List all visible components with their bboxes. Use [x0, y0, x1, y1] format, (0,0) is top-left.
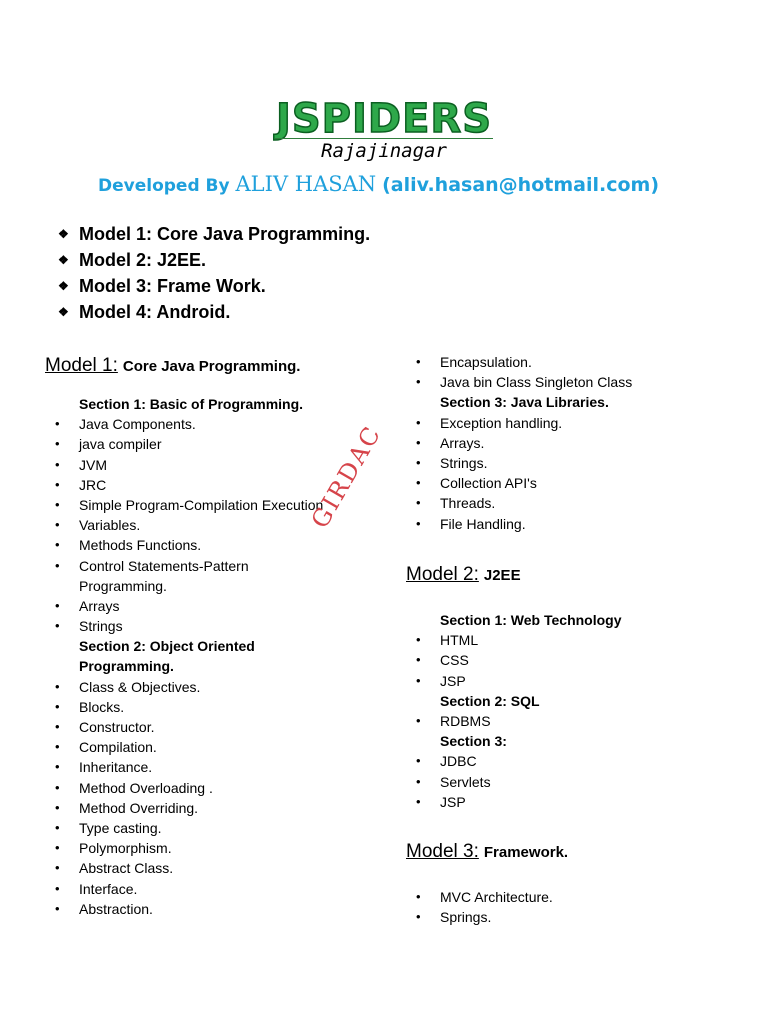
bullet-icon: •: [55, 880, 60, 896]
bullet-icon: •: [55, 618, 60, 634]
bullet-icon: •: [55, 557, 60, 573]
model2-label: Model 2:: [406, 564, 479, 585]
list-item-text: Constructor.: [79, 719, 155, 735]
list-item-text: Strings: [79, 618, 123, 635]
list-item-text: File Handling.: [440, 515, 526, 532]
overview-item: [58, 224, 370, 250]
list-item-text: Abstract Class.: [79, 860, 174, 877]
list-item-text: Control Statements-Pattern: [79, 557, 249, 574]
list-item: [55, 778, 375, 798]
bullet-icon: •: [55, 537, 60, 553]
bullet-icon: •: [416, 773, 421, 789]
list-item-text: RDBMS: [440, 712, 491, 729]
list-item-text: CSS: [440, 652, 469, 669]
subtitle: Rajajinagar: [321, 140, 447, 162]
section-heading: [55, 636, 375, 656]
models-overview-list: [58, 224, 370, 328]
list-item: [55, 838, 375, 858]
overview-item: [58, 302, 370, 328]
list-item-text: Servlets: [440, 773, 491, 790]
bullet-icon: •: [55, 678, 60, 694]
model3-title: Framework.: [483, 844, 569, 861]
bullet-icon: •: [55, 517, 60, 533]
list-item: [416, 352, 746, 372]
overview-item-label: Model 4: Android.: [79, 302, 231, 322]
diamond-bullet-icon: ❖: [58, 253, 69, 267]
list-item: [55, 879, 375, 899]
bullet-icon: •: [55, 819, 60, 835]
list-item: [55, 757, 375, 777]
list-item: [416, 792, 746, 812]
list-item: [55, 899, 375, 919]
bullet-icon: •: [55, 597, 60, 613]
bullet-icon: •: [416, 672, 421, 688]
list-item: [416, 372, 746, 392]
list-item-text: Programming.: [79, 577, 167, 594]
list-item-text: Method Overriding.: [79, 799, 199, 816]
bullet-icon: •: [55, 860, 60, 876]
list-item: [416, 453, 746, 473]
list-item: [55, 677, 375, 697]
diamond-bullet-icon: ❖: [58, 279, 69, 293]
section-heading: [416, 691, 746, 711]
section-heading-text: Section 3:: [440, 733, 507, 750]
bullet-icon: •: [55, 719, 60, 734]
list-item-text: Type casting.: [79, 819, 162, 836]
left-column-list: [55, 394, 375, 919]
list-item: [416, 514, 746, 534]
list-item-text: Class & Objectives.: [79, 678, 201, 695]
bullet-icon: •: [55, 759, 60, 775]
bullet-icon: •: [416, 652, 421, 668]
right-column-list-3: [416, 887, 746, 927]
section-heading-text: Programming.: [79, 658, 174, 675]
logo-underline: [275, 138, 493, 139]
list-item-text: MVC Architecture.: [440, 889, 553, 905]
list-item-text: HTML: [440, 632, 479, 649]
bullet-icon: •: [416, 414, 421, 430]
model1-heading: [45, 355, 300, 377]
section-heading-text: Section 2: SQL: [440, 692, 540, 709]
section-heading-text: Section 1: Web Technology: [440, 612, 622, 628]
list-item-text: Java bin Class Singleton Class: [440, 374, 633, 391]
model1-label: Model 1:: [45, 355, 118, 376]
list-item: [416, 473, 746, 493]
bullet-icon: •: [416, 753, 421, 769]
right-column-list-2: [416, 610, 746, 812]
list-item-text: JSP: [440, 793, 466, 810]
list-item-text: Strings.: [440, 454, 488, 471]
bullet-icon: •: [416, 495, 421, 511]
model2-title: J2EE: [483, 567, 521, 584]
list-item-text: Blocks.: [79, 698, 125, 715]
overview-item-label: Model 1: Core Java Programming.: [79, 224, 371, 244]
bullet-icon: •: [416, 515, 421, 531]
section-heading: [55, 656, 375, 676]
diamond-bullet-icon: ❖: [58, 305, 69, 319]
section-heading-text: Section 2: Object Oriented: [79, 638, 255, 655]
list-item: [55, 737, 375, 757]
bullet-icon: •: [55, 456, 60, 472]
bullet-icon: •: [416, 374, 421, 390]
list-item-text: JDBC: [440, 753, 477, 770]
list-item-text: Variables.: [79, 517, 141, 534]
section-heading: [416, 731, 746, 751]
bullet-icon: •: [55, 739, 60, 755]
developer-credit: [98, 172, 659, 196]
list-item-text: Collection API's: [440, 475, 537, 492]
author-email: (aliv.hasan@hotmail.com): [382, 174, 660, 196]
list-item-text: Threads.: [440, 495, 496, 512]
logo-title: JSPIDERS: [275, 96, 493, 142]
list-item: [55, 596, 375, 616]
list-item-text: Simple Program-Compilation Execution: [79, 496, 324, 513]
bullet-icon: •: [416, 354, 421, 369]
list-item: [55, 858, 375, 878]
list-item-text: Arrays: [79, 597, 120, 614]
list-item-text: Arrays.: [440, 434, 485, 451]
list-item-text: Springs.: [440, 909, 492, 926]
list-item: [416, 751, 746, 771]
list-item-text: Method Overloading .: [79, 779, 213, 796]
bullet-icon: •: [416, 793, 421, 809]
list-item: [55, 414, 375, 434]
list-item-text: JRC: [79, 476, 107, 493]
model3-label: Model 3:: [406, 841, 479, 862]
right-column-list-1: [416, 352, 746, 534]
list-item-text: Abstraction.: [79, 900, 153, 917]
list-item-text: Encapsulation.: [440, 354, 532, 370]
list-item: [55, 818, 375, 838]
list-item: [416, 671, 746, 691]
section-heading: [416, 610, 746, 630]
list-item: [416, 772, 746, 792]
bullet-icon: •: [55, 779, 60, 795]
list-item: [55, 434, 375, 454]
list-item-text: Inheritance.: [79, 759, 153, 776]
list-item-text: Methods Functions.: [79, 537, 202, 554]
list-item-text: Interface.: [79, 880, 138, 897]
bullet-icon: •: [416, 434, 421, 450]
bullet-icon: •: [55, 799, 60, 815]
model2-heading: [406, 564, 521, 586]
section-heading: [55, 394, 375, 414]
bullet-icon: •: [416, 889, 421, 904]
list-item: [416, 650, 746, 670]
overview-item: [58, 276, 370, 302]
list-item-text: java compiler: [79, 436, 162, 453]
list-item: [55, 717, 375, 737]
list-item-text: Exception handling.: [440, 414, 563, 431]
list-item: [416, 887, 746, 907]
model3-heading: [406, 841, 568, 863]
bullet-icon: •: [55, 436, 60, 452]
list-item: [55, 535, 375, 555]
list-item-text: Compilation.: [79, 739, 157, 756]
bullet-icon: •: [55, 840, 60, 856]
bullet-icon: •: [55, 416, 60, 432]
list-item: [416, 711, 746, 731]
list-item-text: Java Components.: [79, 416, 196, 433]
developed-by-label: Developed By: [98, 176, 230, 196]
list-item-text: JVM: [79, 456, 107, 473]
section-heading-text: Section 3: Java Libraries.: [440, 394, 609, 411]
list-item-text: JSP: [440, 672, 466, 689]
watermark: GIRDAC: [305, 420, 387, 533]
list-item: [55, 616, 375, 636]
list-item: [55, 556, 375, 576]
diamond-bullet-icon: ❖: [58, 227, 69, 241]
bullet-icon: •: [416, 454, 421, 470]
model1-title: Core Java Programming.: [122, 358, 301, 375]
list-item: [55, 697, 375, 717]
bullet-icon: •: [55, 476, 60, 492]
overview-item-label: Model 2: J2EE.: [79, 250, 207, 270]
bullet-icon: •: [55, 496, 60, 512]
bullet-icon: •: [55, 698, 60, 714]
section-heading: [416, 392, 746, 412]
list-item: [416, 630, 746, 650]
list-item: [55, 455, 375, 475]
author-name: ALIV HASAN: [235, 172, 377, 196]
list-item-text: Polymorphism.: [79, 840, 172, 857]
overview-item: [58, 250, 370, 276]
bullet-icon: •: [416, 712, 421, 728]
list-item: [416, 493, 746, 513]
bullet-icon: •: [55, 900, 60, 916]
list-item: [416, 907, 746, 927]
list-item: [55, 798, 375, 818]
section-heading-text: Section 1: Basic of Programming.: [79, 396, 304, 412]
bullet-icon: •: [416, 632, 421, 648]
list-item: [416, 413, 746, 433]
bullet-icon: •: [416, 909, 421, 925]
list-item: [416, 433, 746, 453]
list-item-continuation: [55, 576, 375, 596]
overview-item-label: Model 3: Frame Work.: [79, 276, 266, 296]
bullet-icon: •: [416, 475, 421, 491]
